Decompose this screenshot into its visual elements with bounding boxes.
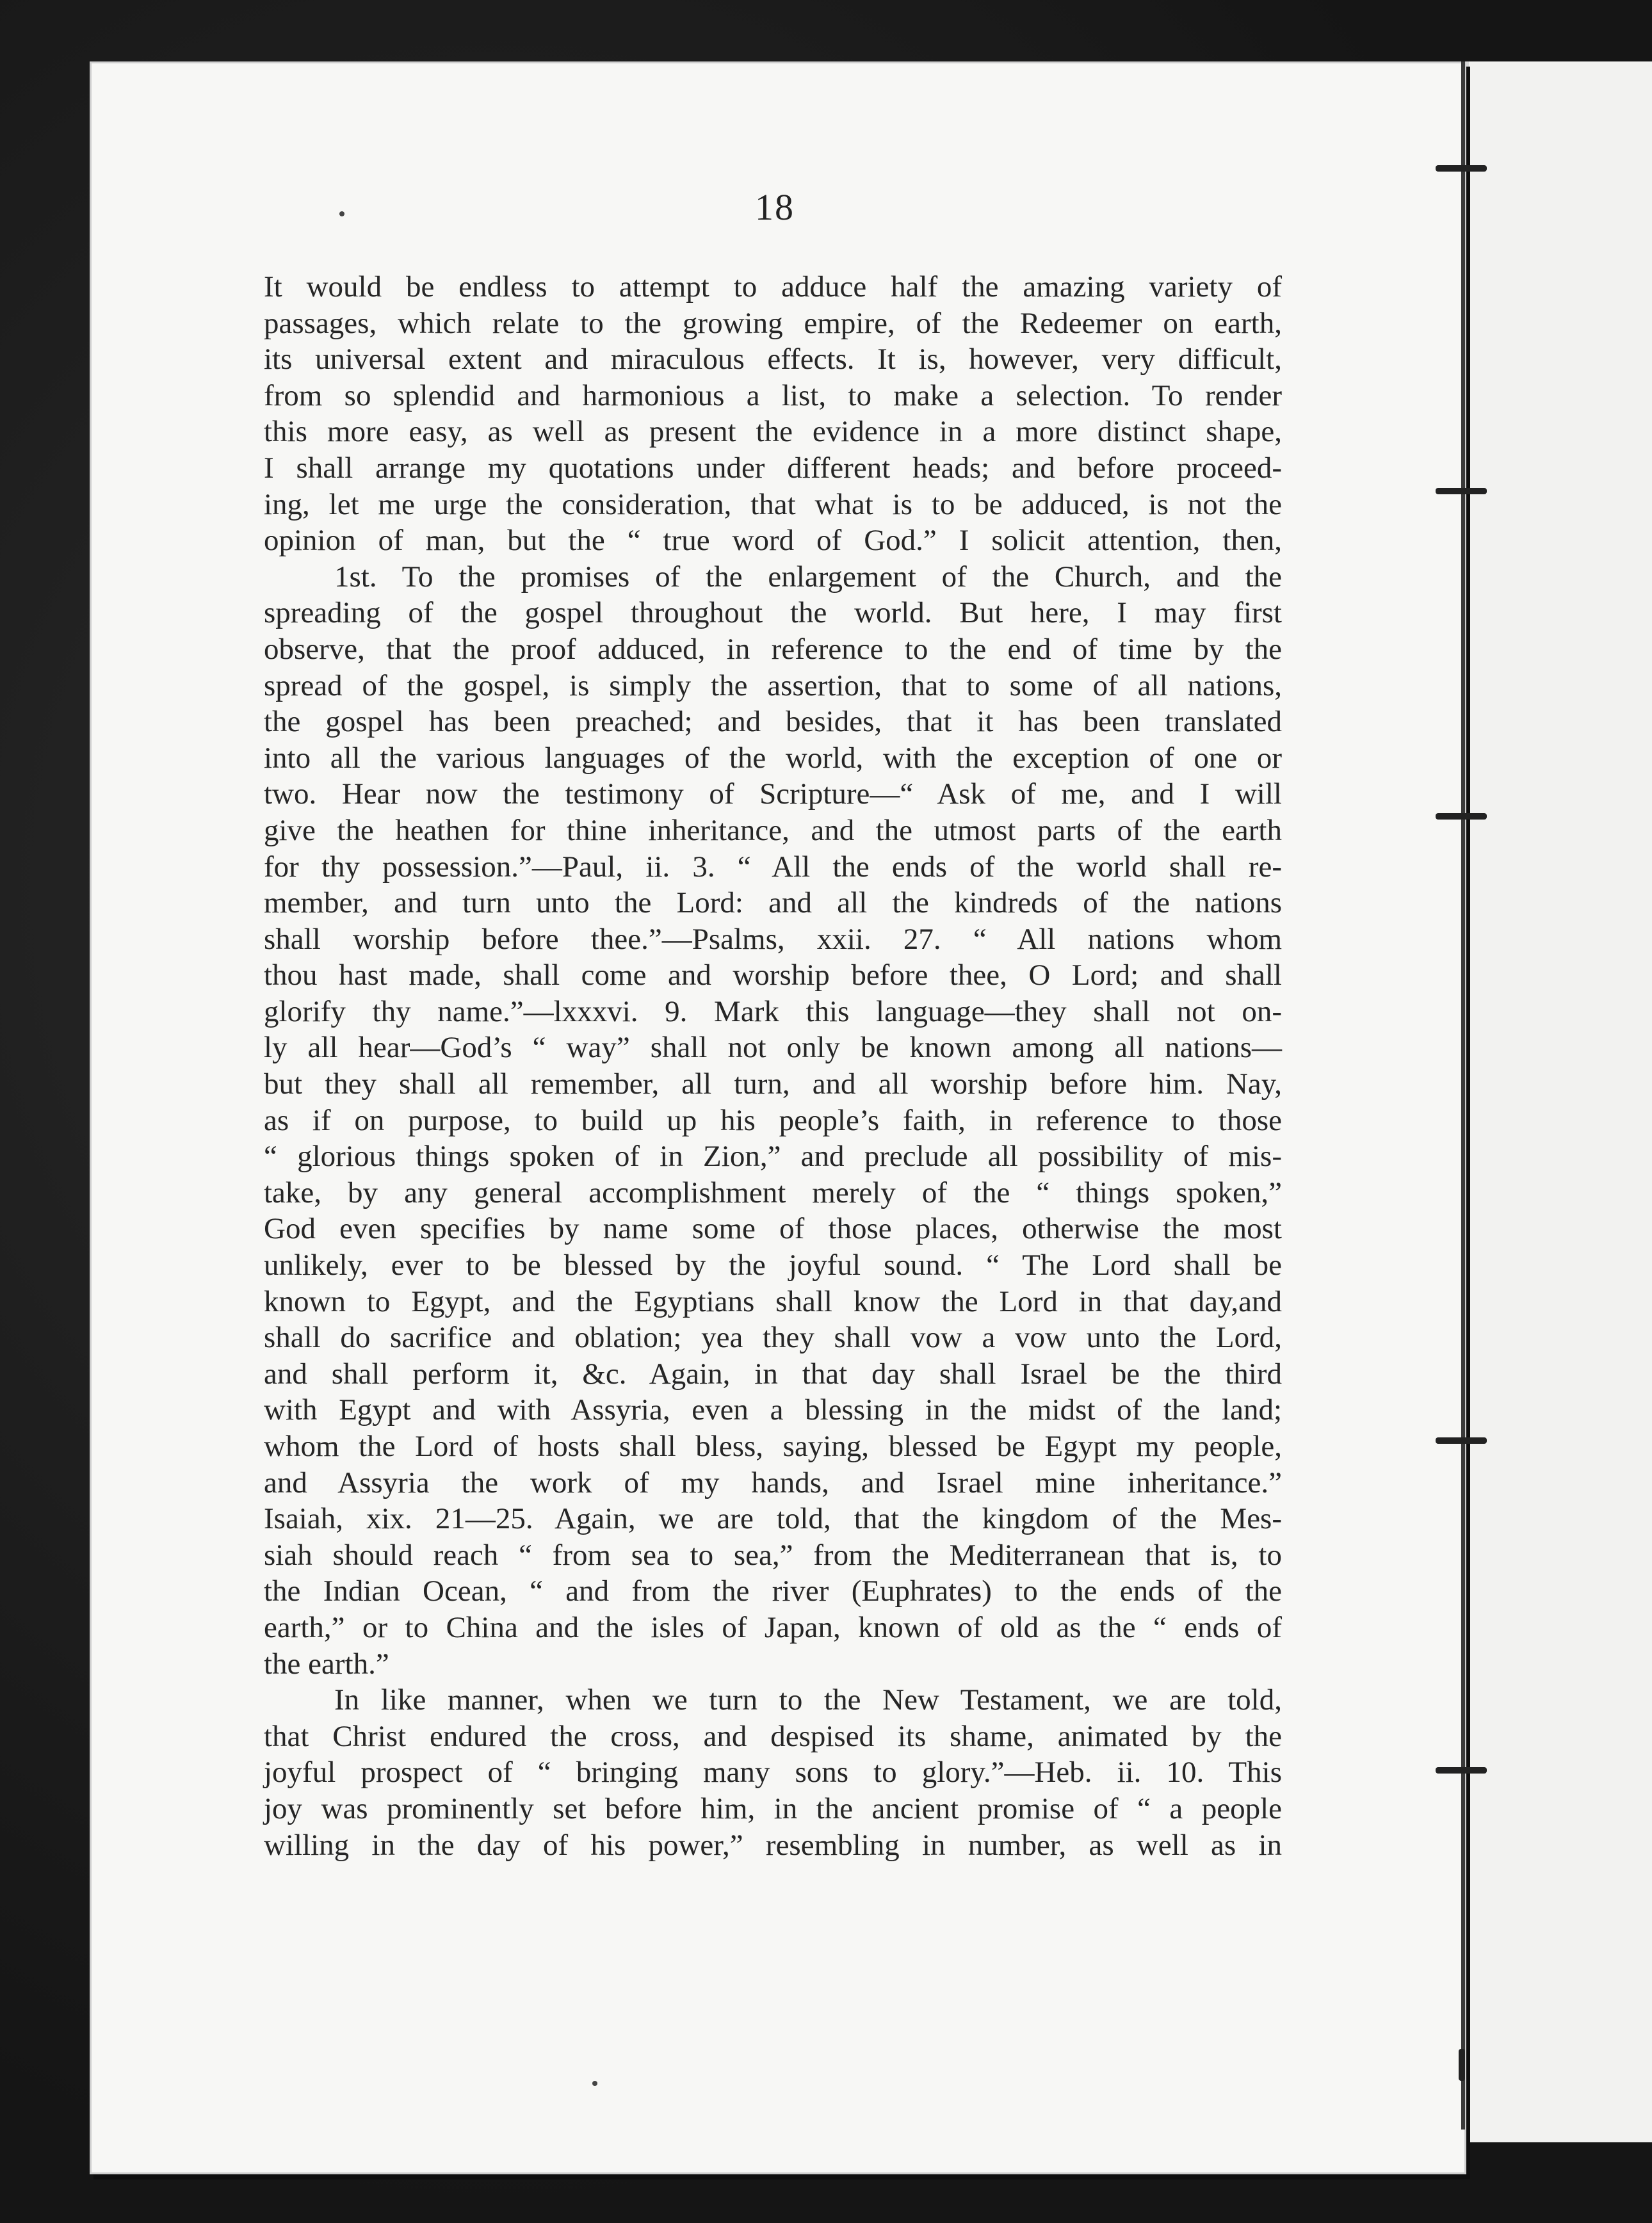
binding-stitch (1436, 165, 1487, 172)
text-line: earth,” or to China and the isles of Japan, known of old as the “ ends of (264, 1610, 1282, 1644)
text-line: glorify thy name.”—lxxxvi. 9. Mark this language—they shall not on- (264, 994, 1282, 1028)
binding-stitch (1436, 1767, 1487, 1774)
text-line: joyful prospect of “ bringing many sons to glory.”—Heb. ii. 10. This (264, 1756, 1282, 1790)
text-line: whom the Lord of hosts shall bless, saying, blessed be Egypt my people, (264, 1430, 1282, 1463)
text-line: spreading of the gospel throughout the world. But here, I may first (264, 596, 1282, 630)
text-line: ly all hear—God’s “ way” shall not only be known among all nations— (264, 1031, 1282, 1065)
text-line: ing, let me urge the consideration, that what is to be adduced, is not the (264, 487, 1282, 521)
text-line: and Assyria the work of my hands, and Israel mine inheritance.” (264, 1466, 1282, 1500)
text-line: from so splendid and harmonious a list, to make a selection. To render (264, 378, 1282, 412)
text-line: It would be endless to attempt to adduce half the amazing variety of (264, 270, 1282, 303)
binding-stitch (1459, 2049, 1465, 2081)
text-line: “ glorious things spoken of in Zion,” and preclude all possibility of mis- (264, 1140, 1282, 1174)
text-line: opinion of man, but the “ true word of God.” I solicit attention, then, (264, 524, 1282, 558)
text-line: the Indian Ocean, “ and from the river (Euphrates) to the ends of the (264, 1574, 1282, 1608)
text-line: observe, that the proof adduced, in reference to the end of time by the (264, 632, 1282, 666)
ink-speck (592, 2081, 597, 2086)
text-line: In like manner, when we turn to the New Testament, we are told, (334, 1683, 1282, 1717)
text-line: but they shall all remember, all turn, and all worship before him. Nay, (264, 1067, 1282, 1101)
text-line: this more easy, as well as present the evidence in a more distinct shape, (264, 415, 1282, 449)
text-line: with Egypt and with Assyria, even a blessing in the midst of the land; (264, 1393, 1282, 1427)
text-line: siah should reach “ from sea to sea,” from the Mediterranean that is, to (264, 1538, 1282, 1572)
text-line: that Christ endured the cross, and despised its shame, animated by the (264, 1719, 1282, 1753)
text-line: as if on purpose, to build up his people’s faith, in reference to those (264, 1103, 1282, 1137)
page-number: 18 (755, 186, 795, 228)
text-line: shall worship before thee.”—Psalms, xxii. 27. “ All nations whom (264, 922, 1282, 956)
text-line: member, and turn unto the Lord: and all the kindreds of the nations (264, 886, 1282, 920)
text-line: the gospel has been preached; and besides, that it has been translated (264, 705, 1282, 739)
text-line: I shall arrange my quotations under different heads; and before proceed- (264, 451, 1282, 485)
text-line: shall do sacrifice and oblation; yea they shall vow a vow unto the Lord, (264, 1321, 1282, 1355)
text-line: willing in the day of his power,” resembling in number, as well as in (264, 1828, 1282, 1862)
body-text (264, 269, 1282, 1863)
text-line: thou hast made, shall come and worship before thee, O Lord; and shall (264, 958, 1282, 992)
text-line: and shall perform it, &c. Again, in that day shall Israel be the third (264, 1357, 1282, 1391)
text-line: Isaiah, xix. 21—25. Again, we are told, that the kingdom of the Mes- (264, 1502, 1282, 1536)
binding-stitch (1436, 488, 1487, 494)
binding-stitch (1436, 1437, 1487, 1444)
text-line: known to Egypt, and the Egyptians shall know the Lord in that day,and (264, 1284, 1282, 1318)
text-line: give the heathen for thine inheritance, and the utmost parts of the earth (264, 813, 1282, 847)
facing-page-edge (1466, 61, 1652, 2142)
text-line: 1st. To the promises of the enlargement of the Church, and the (334, 560, 1282, 594)
ink-speck (339, 211, 344, 216)
text-line: take, by any general accomplishment merely of the “ things spoken,” (264, 1176, 1282, 1209)
text-line: unlikely, ever to be blessed by the joyful sound. “ The Lord shall be (264, 1249, 1282, 1282)
text-line: spread of the gospel, is simply the assertion, that to some of all nations, (264, 668, 1282, 702)
text-line: the earth.” (264, 1647, 389, 1681)
text-line: joy was prominently set before him, in the ancient promise of “ a people (264, 1791, 1282, 1825)
text-line: its universal extent and miraculous effects. It is, however, very difficult, (264, 343, 1282, 376)
text-line: God even specifies by name some of those places, otherwise the most (264, 1212, 1282, 1246)
text-line: passages, which relate to the growing empire, of the Redeemer on earth, (264, 306, 1282, 340)
text-line: two. Hear now the testimony of Scripture—“ Ask of me, and I will (264, 777, 1282, 811)
book-spine (1461, 61, 1465, 2130)
text-line: for thy possession.”—Paul, ii. 3. “ All the ends of the world shall re- (264, 850, 1282, 884)
binding-stitch (1436, 813, 1487, 820)
text-line: into all the various languages of the world, with the exception of one or (264, 741, 1282, 775)
